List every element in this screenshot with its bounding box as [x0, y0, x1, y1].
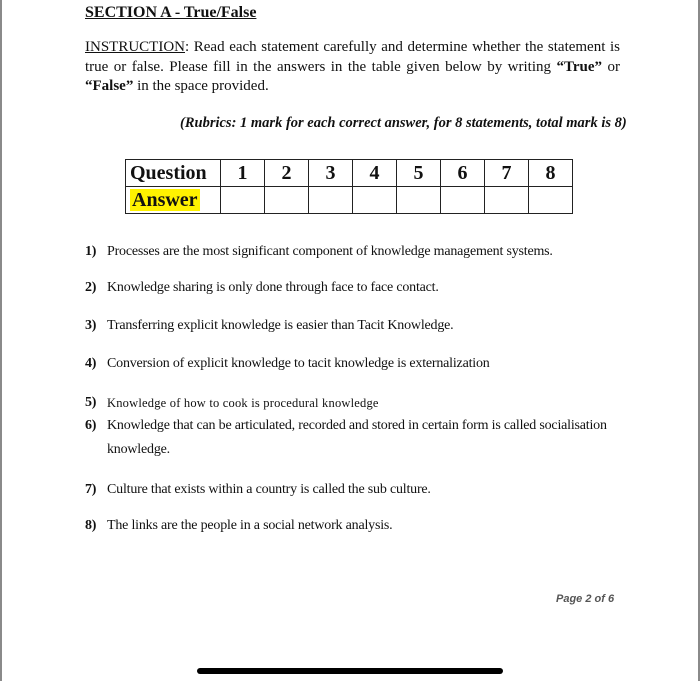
statement-text: Knowledge sharing is only done through face to face contact.: [107, 280, 439, 295]
or-word: or: [602, 58, 620, 75]
instruction-paragraph: [85, 38, 620, 97]
statement-number: 8): [85, 518, 97, 533]
question-number-6: 6: [441, 160, 485, 187]
answer-cell-5[interactable]: [397, 187, 441, 214]
true-word: “True”: [556, 58, 603, 75]
statement-number: 4): [85, 356, 97, 371]
question-number-8: 8: [529, 160, 573, 187]
answer-cell-4[interactable]: [353, 187, 397, 214]
statement-text: Knowledge that can be articulated, recorded and stored in certain form is called socialisation knowledge.: [107, 418, 607, 457]
statement-7: [85, 478, 612, 502]
question-number-3: 3: [309, 160, 353, 187]
statement-number: 5): [85, 395, 97, 410]
statement-number: 1): [85, 244, 97, 259]
page-number: Page 2 of 6: [556, 593, 615, 605]
statement-text: Conversion of explicit knowledge to tacit knowledge is externalization: [107, 356, 490, 371]
statement-text: Culture that exists within a country is called the sub culture.: [107, 482, 431, 497]
home-indicator-bar[interactable]: [197, 668, 503, 674]
statement-text: Knowledge of how to cook is procedural knowledge: [107, 396, 379, 410]
answer-cell-6[interactable]: [441, 187, 485, 214]
answer-table: [125, 159, 573, 214]
section-title: SECTION A - True/False: [85, 4, 257, 21]
statement-text: Transferring explicit knowledge is easier than Tacit Knowledge.: [107, 318, 454, 333]
question-number-5: 5: [397, 160, 441, 187]
statement-1: [85, 240, 612, 264]
answer-cell-3[interactable]: [309, 187, 353, 214]
statement-number: 3): [85, 318, 97, 333]
answer-header-cell: [126, 187, 221, 214]
statement-text: The links are the people in a social network analysis.: [107, 518, 393, 533]
answer-cell-7[interactable]: [485, 187, 529, 214]
statement-5: [85, 391, 612, 415]
answer-cell-2[interactable]: [265, 187, 309, 214]
statement-4: [85, 352, 612, 376]
answer-cell-8[interactable]: [529, 187, 573, 214]
question-row: [126, 160, 573, 187]
question-number-4: 4: [353, 160, 397, 187]
statement-number: 6): [85, 418, 97, 433]
answer-cell-1[interactable]: [221, 187, 265, 214]
statement-6: [85, 414, 612, 462]
question-number-7: 7: [485, 160, 529, 187]
rubric-text: (Rubrics: 1 mark for each correct answer, for 8 statements, total mark is 8): [180, 115, 627, 131]
instruction-text-before: : Read each statement carefully and determine whether the statement is true or false. Please fill in the answers in the table given below by writing: [85, 39, 620, 75]
answer-row: [126, 187, 573, 214]
statement-number: 7): [85, 482, 97, 497]
left-border: [0, 0, 2, 681]
instruction-label: INSTRUCTION: [85, 39, 185, 55]
false-word: “False”: [85, 78, 134, 94]
question-number-2: 2: [265, 160, 309, 187]
statement-text: Processes are the most significant component of knowledge management systems.: [107, 244, 553, 259]
instruction-text-after: in the space provided.: [133, 78, 269, 94]
question-number-1: 1: [221, 160, 265, 187]
statement-2: [85, 276, 612, 300]
statement-3: [85, 314, 612, 338]
question-header: Question: [126, 160, 221, 187]
statement-number: 2): [85, 280, 97, 295]
statement-8: [85, 514, 612, 538]
answer-header: Answer: [132, 188, 198, 211]
